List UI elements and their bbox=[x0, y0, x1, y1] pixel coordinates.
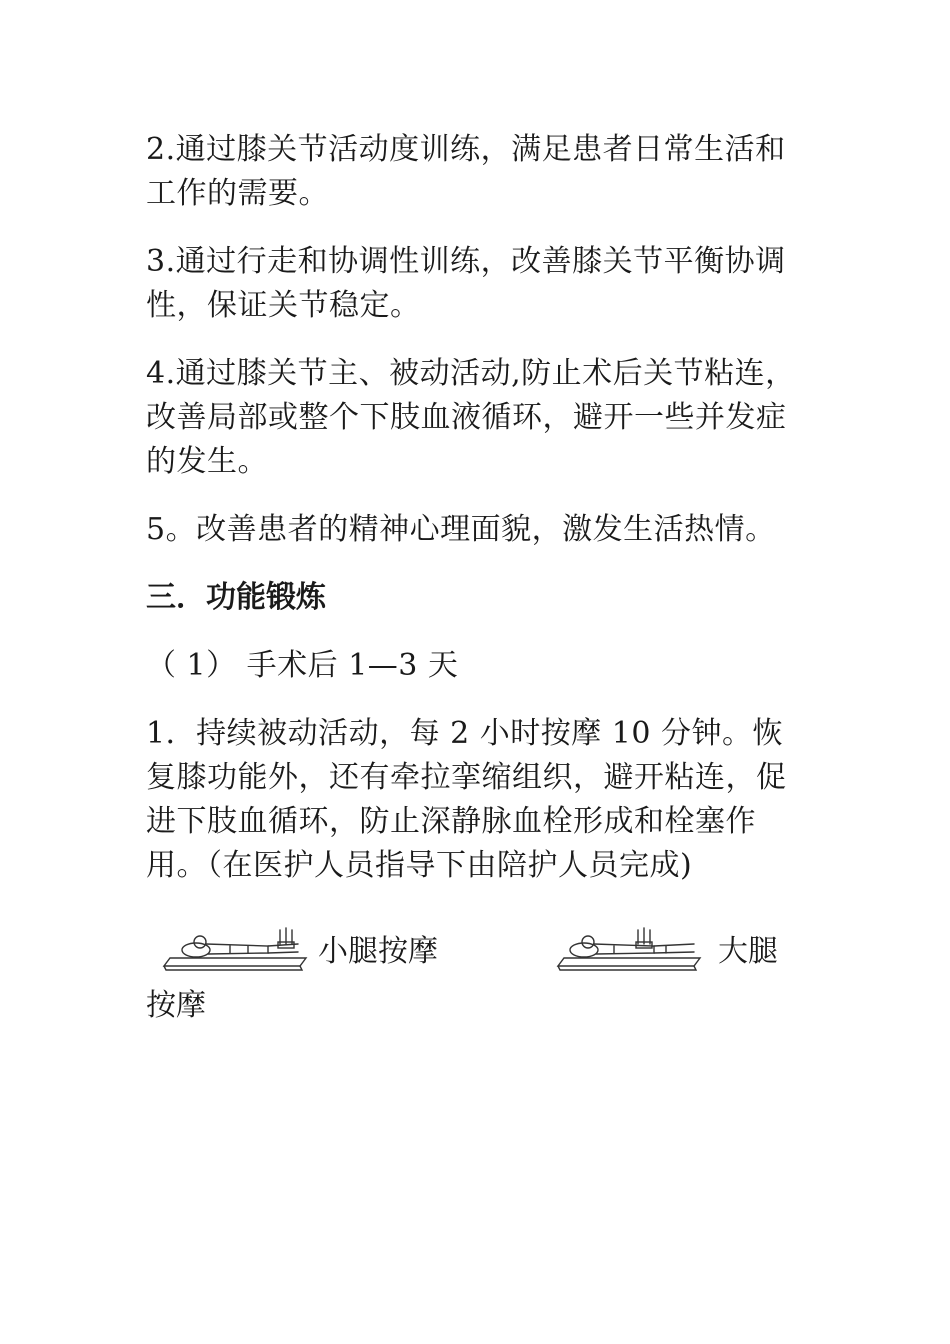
paragraph-5: 5。改善患者的精神心理面貌，激发生活热情。 bbox=[146, 512, 776, 547]
paragraph-2: 2.通过膝关节活动度训练，满足患者日常生活和工作的需要。 bbox=[146, 132, 786, 211]
paragraph-4: 4.通过膝关节主、被动活动,防止术后关节粘连，改善局部或整个下肢血液循环，避开一些并发症的发生。 bbox=[146, 356, 796, 479]
thigh-massage-illustration-icon bbox=[554, 922, 704, 978]
document-page bbox=[146, 128, 806, 1028]
phase-label: （ 1） 手术后 1—3 天 bbox=[146, 648, 459, 683]
thigh-massage-caption-continued: 按摩 bbox=[146, 988, 206, 1023]
paragraph-3: 3.通过行走和协调性训练，改善膝关节平衡协调性，保证关节稳定。 bbox=[146, 244, 786, 323]
item-1-text: 1．持续被动活动，每 2 小时按摩 10 分钟。恢复膝功能外，还有牵拉挛缩组织，避开粘连，促进下肢血循环，防止深静脉血栓形成和栓塞作用。（在医护人员指导下由陪护人员完成) bbox=[146, 716, 787, 883]
section-heading: 三．功能锻炼 bbox=[146, 580, 326, 615]
thigh-massage-caption: 大腿 bbox=[718, 934, 778, 969]
illustration-row bbox=[146, 922, 806, 982]
calf-massage-caption: 小腿按摩 bbox=[318, 934, 438, 969]
calf-massage-illustration-icon bbox=[160, 922, 310, 978]
